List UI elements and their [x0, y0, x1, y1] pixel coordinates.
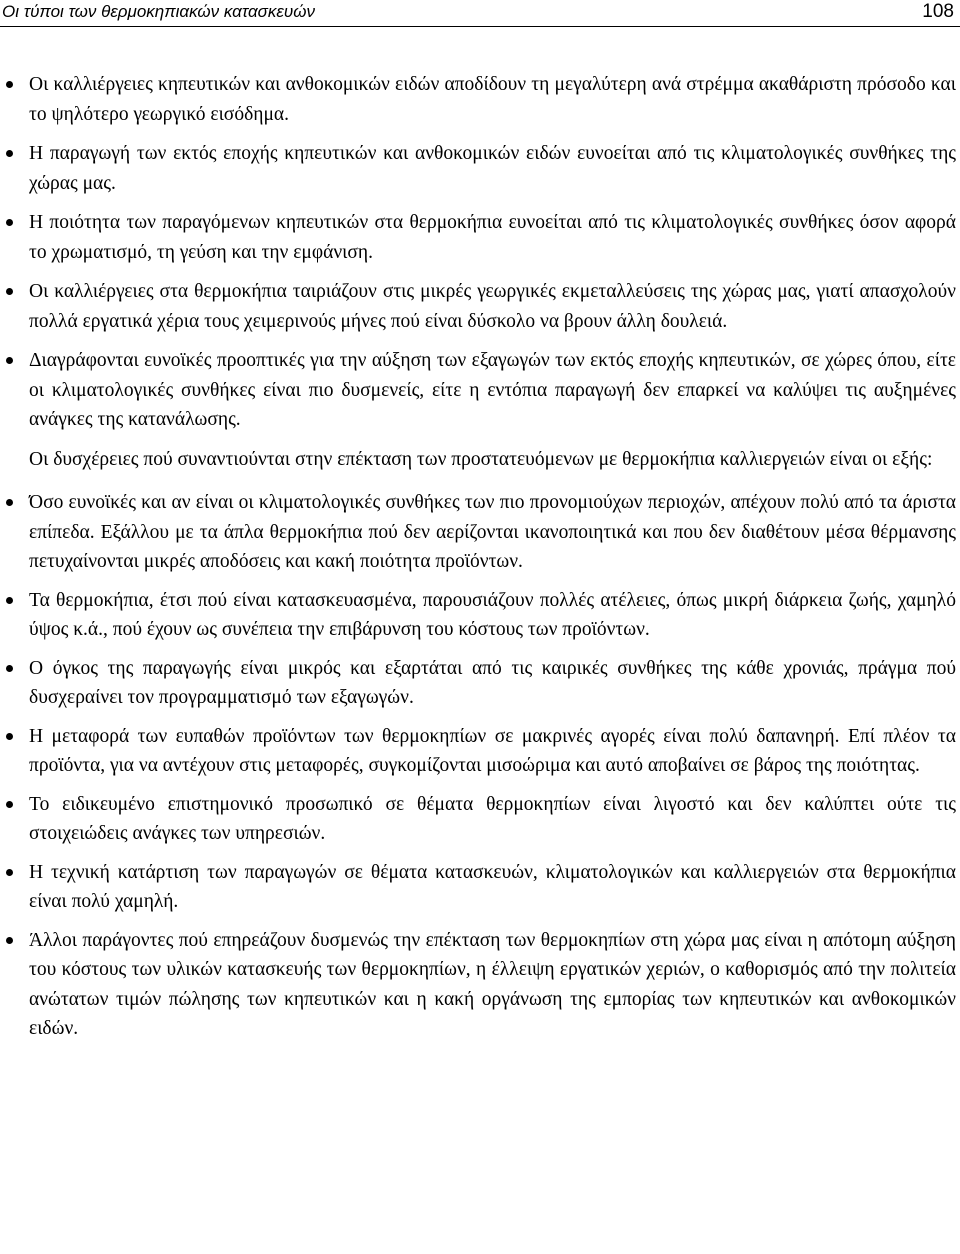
list-item [6, 790, 956, 849]
intro-paragraph: Οι δυσχέρειες πού συναντιούνται στην επέκταση των προστατευόμενων με θερμοκήπια καλλιεργειών είναι οι εξής: [29, 448, 933, 470]
list-item-text: Τα θερμοκήπια, έτσι πού είναι κατασκευασμένα, παρουσιάζουν πολλές ατέλειες, όπως μικρή διάρκεια ζωής, χαμηλό ύψος κ.ά., πού έχουν ως συνέπεια την επιβάρυνση του κόστους των προϊόντων. [29, 589, 956, 640]
bullet-icon [6, 869, 13, 876]
bullet-icon [6, 357, 13, 364]
bullet-icon [6, 81, 13, 88]
bullet-icon [6, 219, 13, 226]
page-header [0, 0, 960, 27]
list-item [6, 139, 956, 198]
list-item [6, 926, 956, 1044]
list-item [6, 346, 956, 435]
list-item [6, 277, 956, 336]
bullet-icon [6, 597, 13, 604]
advantages-list [6, 70, 956, 435]
list-item-text: Όσο ευνοϊκές και αν είναι οι κλιματολογικές συνθήκες των πιο προνομιούχων περιοχών, απέχουν πολύ από τα άριστα επίπεδα. Εξάλλου με τα άπλα θερμοκήπια πού δεν αερίζονται ικανοποιητικά και που δεν διαθέτουν μέσα θέρμανσης πετυχαίνονται μικρές αποδόσεις και κακή ποιότητα προϊόντων. [29, 492, 956, 572]
list-item-text: Οι καλλιέργειες στα θερμοκήπια ταιριάζουν στις μικρές γεωργικές εκμεταλλεύσεις της χώρας μας, γιατί απασχολούν πολλά εργατικά χέρια τους χειμερινούς μήνες πού είναι δύσκολο να βρουν άλλη δουλειά. [29, 281, 956, 332]
list-item-text: Οι καλλιέργειες κηπευτικών και ανθοκομικών ειδών αποδίδουν τη μεγαλύτερη ανά στρέμμα ακαθάριστη πρόσοδο και το ψηλότερο γεωργικό εισόδημα. [29, 74, 956, 125]
bullet-icon [6, 150, 13, 157]
list-item-text: Διαγράφονται ευνοϊκές προοπτικές για την αύξηση των εξαγωγών των εκτός εποχής κηπευτικών, σε χώρες όπου, είτε οι κλιματολογικές συνθήκες είναι πιο δυσμενείς, είτε η εντόπια παραγωγή δεν επαρκεί να καλύψει τις αυξημένες ανάγκες της κατανάλωσης. [29, 350, 956, 430]
list-item [6, 488, 956, 577]
bullet-icon [6, 665, 13, 672]
bullet-icon [6, 499, 13, 506]
list-item-text: Η μεταφορά των ευπαθών προϊόντων των θερμοκηπίων σε μακρινές αγορές είναι πολύ δαπανηρή. Επί πλέον τα προϊόντα, για να αντέχουν στις μεταφορές, συγκομίζονται μισοώριμα και αυτό αποβαίνει σε βάρος της ποιότητας. [29, 725, 956, 776]
list-item [6, 722, 956, 781]
list-item [6, 208, 956, 267]
list-item-text: Το ειδικευμένο επιστημονικό προσωπικό σε θέματα θερμοκηπίων είναι λιγοστό και δεν καλύπτει ούτε τις στοιχειώδεις ανάγκες των υπηρεσιών. [29, 793, 956, 844]
list-item [6, 586, 956, 645]
list-item-text: Η τεχνική κατάρτιση των παραγωγών σε θέματα κατασκευών, κλιματολογικών και καλλιεργειών στα θερμοκήπια είναι πολύ χαμηλή. [29, 861, 956, 912]
bullet-icon [6, 288, 13, 295]
list-item-text: Η παραγωγή των εκτός εποχής κηπευτικών και ανθοκομικών ειδών ευνοείται από τις κλιματολογικές συνθήκες της χώρας μας. [29, 143, 956, 194]
page-number: 108 [922, 1, 954, 22]
list-item-text: Ο όγκος της παραγωγής είναι μικρός και εξαρτάται από τις καιρικές συνθήκες της κάθε χρονιάς, πράγμα πού δυσχεραίνει τον προγραμματισμό των εξαγωγών. [29, 657, 956, 708]
list-item [6, 858, 956, 917]
bullet-icon [6, 801, 13, 808]
page-content [6, 70, 956, 1053]
list-item [6, 654, 956, 713]
list-item-text: Η ποιότητα των παραγόμενων κηπευτικών στα θερμοκήπια ευνοείται από τις κλιματολογικές συνθήκες όσον αφορά το χρωματισμό, τη γεύση και την εμφάνιση. [29, 212, 956, 263]
bullet-icon [6, 937, 13, 944]
list-item-text: Άλλοι παράγοντες πού επηρεάζουν δυσμενώς την επέκταση των θερμοκηπίων στη χώρα μας είναι η απότομη αύξηση του κόστους των υλικών κατασκευής των θερμοκηπίων, η έλλειψη εργατικών χεριών, ο καθορισμός από την πολιτεία ανώτατων τιμών πώλησης των κηπευτικών και η κακή οργάνωση της εμπορίας των κηπευτικών και ανθοκομικών ειδών. [29, 929, 956, 1039]
list-item [6, 70, 956, 129]
running-title: Οι τύποι των θερμοκηπιακών κατασκευών [2, 2, 315, 21]
difficulties-list [6, 488, 956, 1044]
bullet-icon [6, 733, 13, 740]
